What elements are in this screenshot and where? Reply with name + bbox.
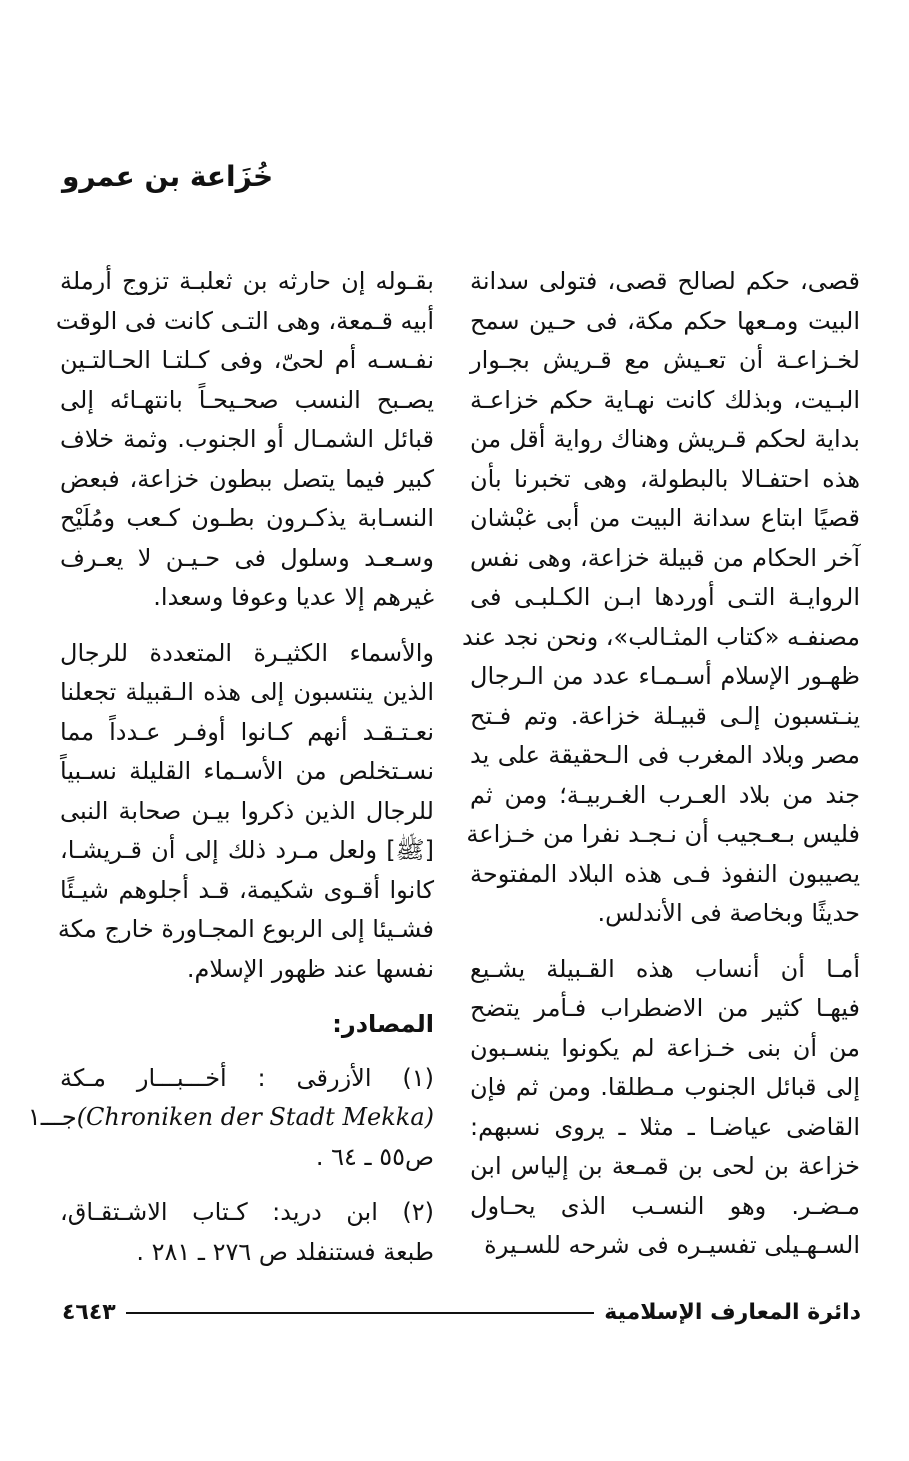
text-line: القاضى عياضـا ـ مثلا ـ يروى نسبهم:	[470, 1112, 860, 1141]
source-1-line-1: (١) الأزرقى : أخـــبـــار مـكة	[60, 1063, 434, 1092]
text-line: وسـعـد وسلول فى حـيـن لا يعـرف	[60, 543, 434, 572]
source-2-line-1: (٢) ابن دريد: كـتاب الاشـتقـاق،	[60, 1198, 434, 1226]
source-1-line-3: ص٥٥ ـ ٦٤ .	[315, 1142, 434, 1171]
source-1-line-2	[27, 1098, 434, 1138]
text-line: قبائل الشمـال أو الجنوب. وثمة خلاف	[60, 425, 434, 453]
text-line: ينـتسبون إلـى قبيـلة خزاعة. وتم فـتح	[470, 701, 860, 730]
text-line: خزاعة بن لحى بن قمـعة بن إلياس ابن	[470, 1152, 860, 1180]
source-2-line-2: طبعة فستنفلد ص ٢٧٦ ـ ٢٨١ .	[136, 1237, 434, 1266]
text-line: جند من بلاد العـرب الغـربيـة؛ ومن ثم	[470, 780, 860, 809]
text-line: السـهـيلى تفسيـره فى شرحه للسـيرة	[484, 1231, 860, 1259]
left-paragraph-1	[55, 262, 434, 618]
left-column	[27, 262, 434, 1288]
right-paragraph-1	[461, 262, 860, 934]
left-paragraph-2	[57, 634, 434, 990]
text-line: مصر وبلاد المغرب فى الـحقيقة على يد	[470, 741, 860, 769]
source-1-volume: جـــ١	[27, 1103, 77, 1131]
text-line: والأسماء الكثيـرة المتعددة للرجال	[60, 638, 434, 667]
text-line: قصيًا ابتاع سدانة البيت من أبى غبْشان	[470, 504, 860, 532]
text-line: مـضـر. وهو النسـب الذى يحـاول	[470, 1191, 860, 1220]
text-line: آخر الحكام من قبيلة خزاعة، وهى نفس	[470, 543, 860, 572]
text-line: أبيه قـمعة، وهى التـى كانت فى الوقت	[55, 306, 434, 335]
footer-rule	[126, 1312, 595, 1314]
text-line: فيهـا كثير من الاضطراب فـأمر يتضح	[470, 994, 860, 1022]
text-line: للرجال الذين ذكروا بيـن صحابة النبى	[60, 796, 434, 825]
text-line: أمـا أن أنساب هذه القـبيلة يشـيع	[470, 954, 860, 983]
text-line: الروايـة التـى أوردها ابـن الكـلبـى فى	[470, 583, 860, 611]
source-entry-1	[27, 1059, 434, 1178]
text-line: قصى، حكم لصالح قصى، فتولى سدانة	[470, 267, 860, 295]
text-line: النسـابة يذكـرون بطـون كـعب ومُلَيْح	[60, 504, 434, 532]
text-line: إلى قبائل الجنوب مـطلقا. ومن ثم فإن	[470, 1073, 860, 1101]
text-line: فليس بـعـجيب أن نـجـد نفرا من خـزاعة	[466, 820, 860, 848]
text-line: نسـتخلص من الأسـماء القليلة نسـبياً	[60, 757, 434, 785]
source-entry-2	[60, 1193, 434, 1272]
text-line: نعـتـقـد أنهم كـانوا أوفـر عـدداً مما	[60, 717, 434, 746]
text-line: يصيبون النفوذ فـى هذه البلاد المفتوحة	[470, 859, 860, 888]
text-line: هذه احتفـالا بالبطولة، وهى تخبرنا بأن	[470, 464, 860, 493]
text-line: مصنفـه «كتاب المثـالب»، ونحن نجد عند	[461, 622, 860, 651]
text-line: الذين ينتسبون إلى هذه الـقبيلة تجعلنا	[60, 678, 434, 706]
right-column	[461, 262, 860, 1282]
right-paragraph-2	[470, 950, 860, 1266]
running-header: خُزَاعة بن عمرو	[62, 160, 274, 193]
text-line: لخـزاعـة أن تعـيش مع قـريش بجـوار	[470, 346, 860, 374]
text-line: كانوا أقـوى شكيمة، قـد أجلوهم شيـئًا	[60, 875, 434, 904]
text-line: من أن بنى خـزاعة لم يكونوا ينسـبون	[470, 1033, 860, 1062]
text-line: نفـسـه أم لحىّ، وفى كـلتـا الحـالتـين	[60, 346, 434, 374]
footer-title: دائرة المعارف الإسلامية	[604, 1300, 861, 1325]
page-footer	[62, 1300, 861, 1325]
text-line: حديثًا وبخاصة فى الأندلس.	[597, 899, 860, 927]
text-line: بداية لحكم قـريش وهناك رواية أقل من	[470, 425, 860, 453]
text-line: البـيت، وبذلك كانت نهـاية حكم خزاعـة	[470, 385, 860, 414]
text-line: البيت ومـعها حكم مكة، فى حـين سمح	[470, 306, 860, 335]
text-line: كبير فيما يتصل ببطون خزاعة، فبعض	[60, 464, 434, 493]
text-line: نفسها عند ظهور الإسلام.	[186, 954, 434, 983]
page-number: ٤٦٤٣	[62, 1300, 116, 1325]
text-line: بقـوله إن حارثه بن ثعلبـة تزوج أرملة	[60, 267, 434, 295]
text-line: فشـيئا إلى الربوع المجـاورة خارج مكة	[57, 915, 434, 943]
text-line: يصـبح النسب صحـيحـاً بانتهـائه إلى	[60, 385, 434, 414]
text-line: ظهـور الإسلام أسـمـاء عدد من الـرجال	[470, 662, 860, 690]
sources-heading: المصادر:	[332, 1010, 434, 1038]
text-line: غيرهم إلا عديا وعوفا وسعدا.	[153, 583, 434, 611]
source-1-latin-title: (Chroniken der Stadt Mekka)	[76, 1103, 434, 1131]
text-line: [ﷺ] ولعل مـرد ذلك إلى أن قـريشـا،	[60, 836, 434, 864]
